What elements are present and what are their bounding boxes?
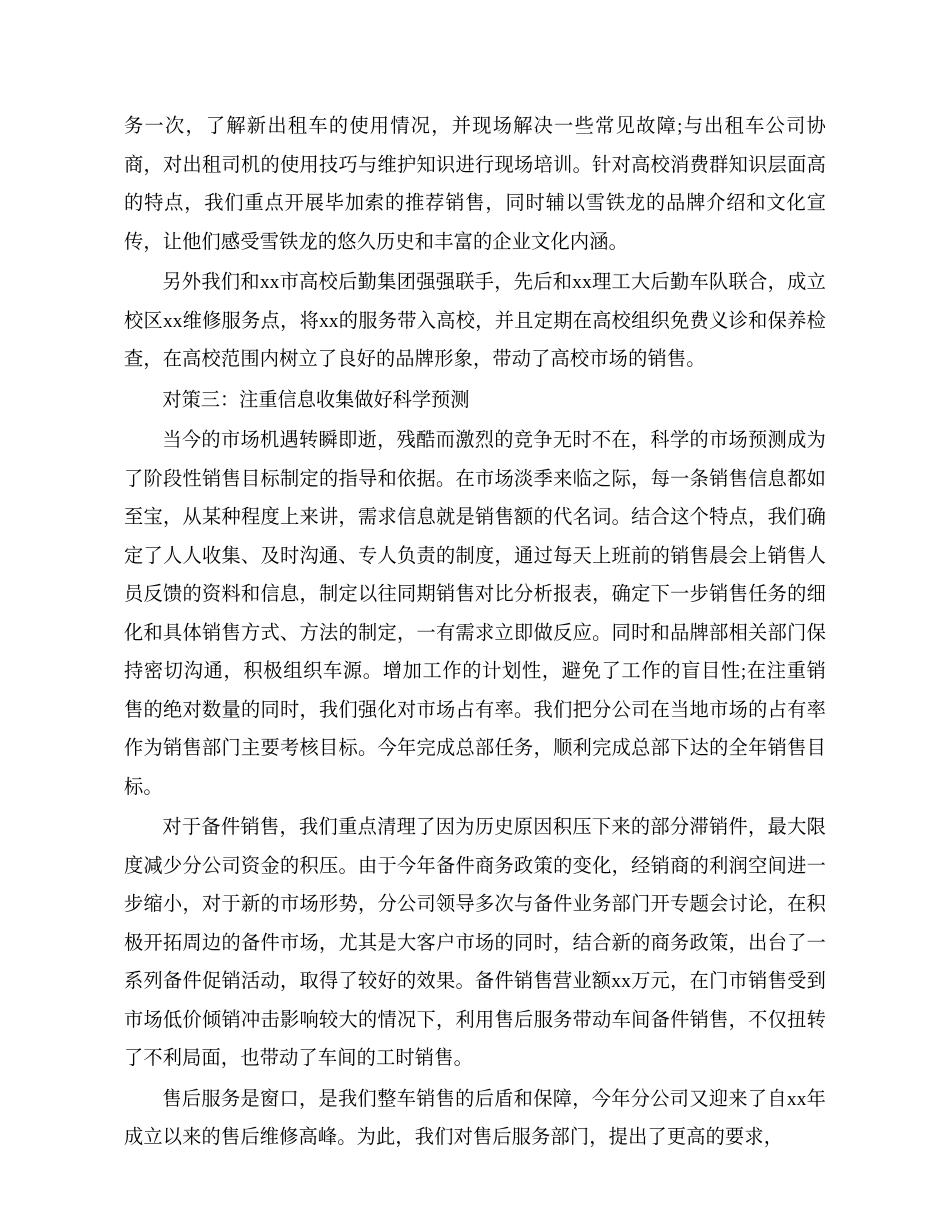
- document-body: [124, 108, 826, 1158]
- paragraph-4: 当今的市场机遇转瞬即逝，残酷而激烈的竞争无时不在，科学的市场预测成为了阶段性销售目标制定的指导和依据。在市场淡季来临之际，每一条销售信息都如至宝，从某种程度上来讲，需求信息就是销售额的代名词。结合这个特点，我们确定了人人收集、及时沟通、专人负责的制度，通过每天上班前的销售晨会上销售人员反馈的资料和信息，制定以往同期销售对比分析报表，确定下一步销售任务的细化和具体销售方式、方法的制定，一有需求立即做反应。同时和品牌部相关部门保持密切沟通，积极组织车源。增加工作的计划性，避免了工作的盲目性;在注重销售的绝对数量的同时，我们强化对市场占有率。我们把分公司在当地市场的占有率作为销售部门主要考核目标。今年完成总部任务，顺利完成总部下达的全年销售目标。: [124, 430, 826, 798]
- paragraph-6: 售后服务是窗口，是我们整车销售的后盾和保障，今年分公司又迎来了自xx年成立以来的售后维修高峰。为此，我们对售后服务部门，提出了更高的要求，: [124, 1088, 826, 1148]
- paragraph-1: 务一次，了解新出租车的使用情况，并现场解决一些常见故障;与出租车公司协商，对出租司机的使用技巧与维护知识进行现场培训。针对高校消费群知识层面高的特点，我们重点开展毕加索的推荐销售，同时辅以雪铁龙的品牌介绍和文化宣传，让他们感受雪铁龙的悠久历史和丰富的企业文化内涵。: [124, 116, 826, 253]
- section-heading-strategy-three: 对策三：注重信息收集做好科学预测: [162, 389, 470, 411]
- paragraph-2: 另外我们和xx市高校后勤集团强强联手，先后和xx理工大后勤车队联合，成立校区xx维修服务点，将xx的服务带入高校，并且定期在高校组织免费义诊和保养检查，在高校范围内树立了良好的品牌形象，带动了高校市场的销售。: [124, 272, 826, 370]
- paragraph-5: 对于备件销售，我们重点清理了因为历史原因积压下来的部分滞销件，最大限度减少分公司资金的积压。由于今年备件商务政策的变化，经销商的利润空间进一步缩小，对于新的市场形势，分公司领导多次与备件业务部门开专题会讨论，在积极开拓周边的备件市场，尤其是大客户市场的同时，结合新的商务政策，出台了一系列备件促销活动，取得了较好的效果。备件销售营业额xx万元，在门市销售受到市场低价倾销冲击影响较大的情况下，利用售后服务带动车间备件销售，不仅扭转了不利局面，也带动了车间的工时销售。: [124, 817, 826, 1069]
